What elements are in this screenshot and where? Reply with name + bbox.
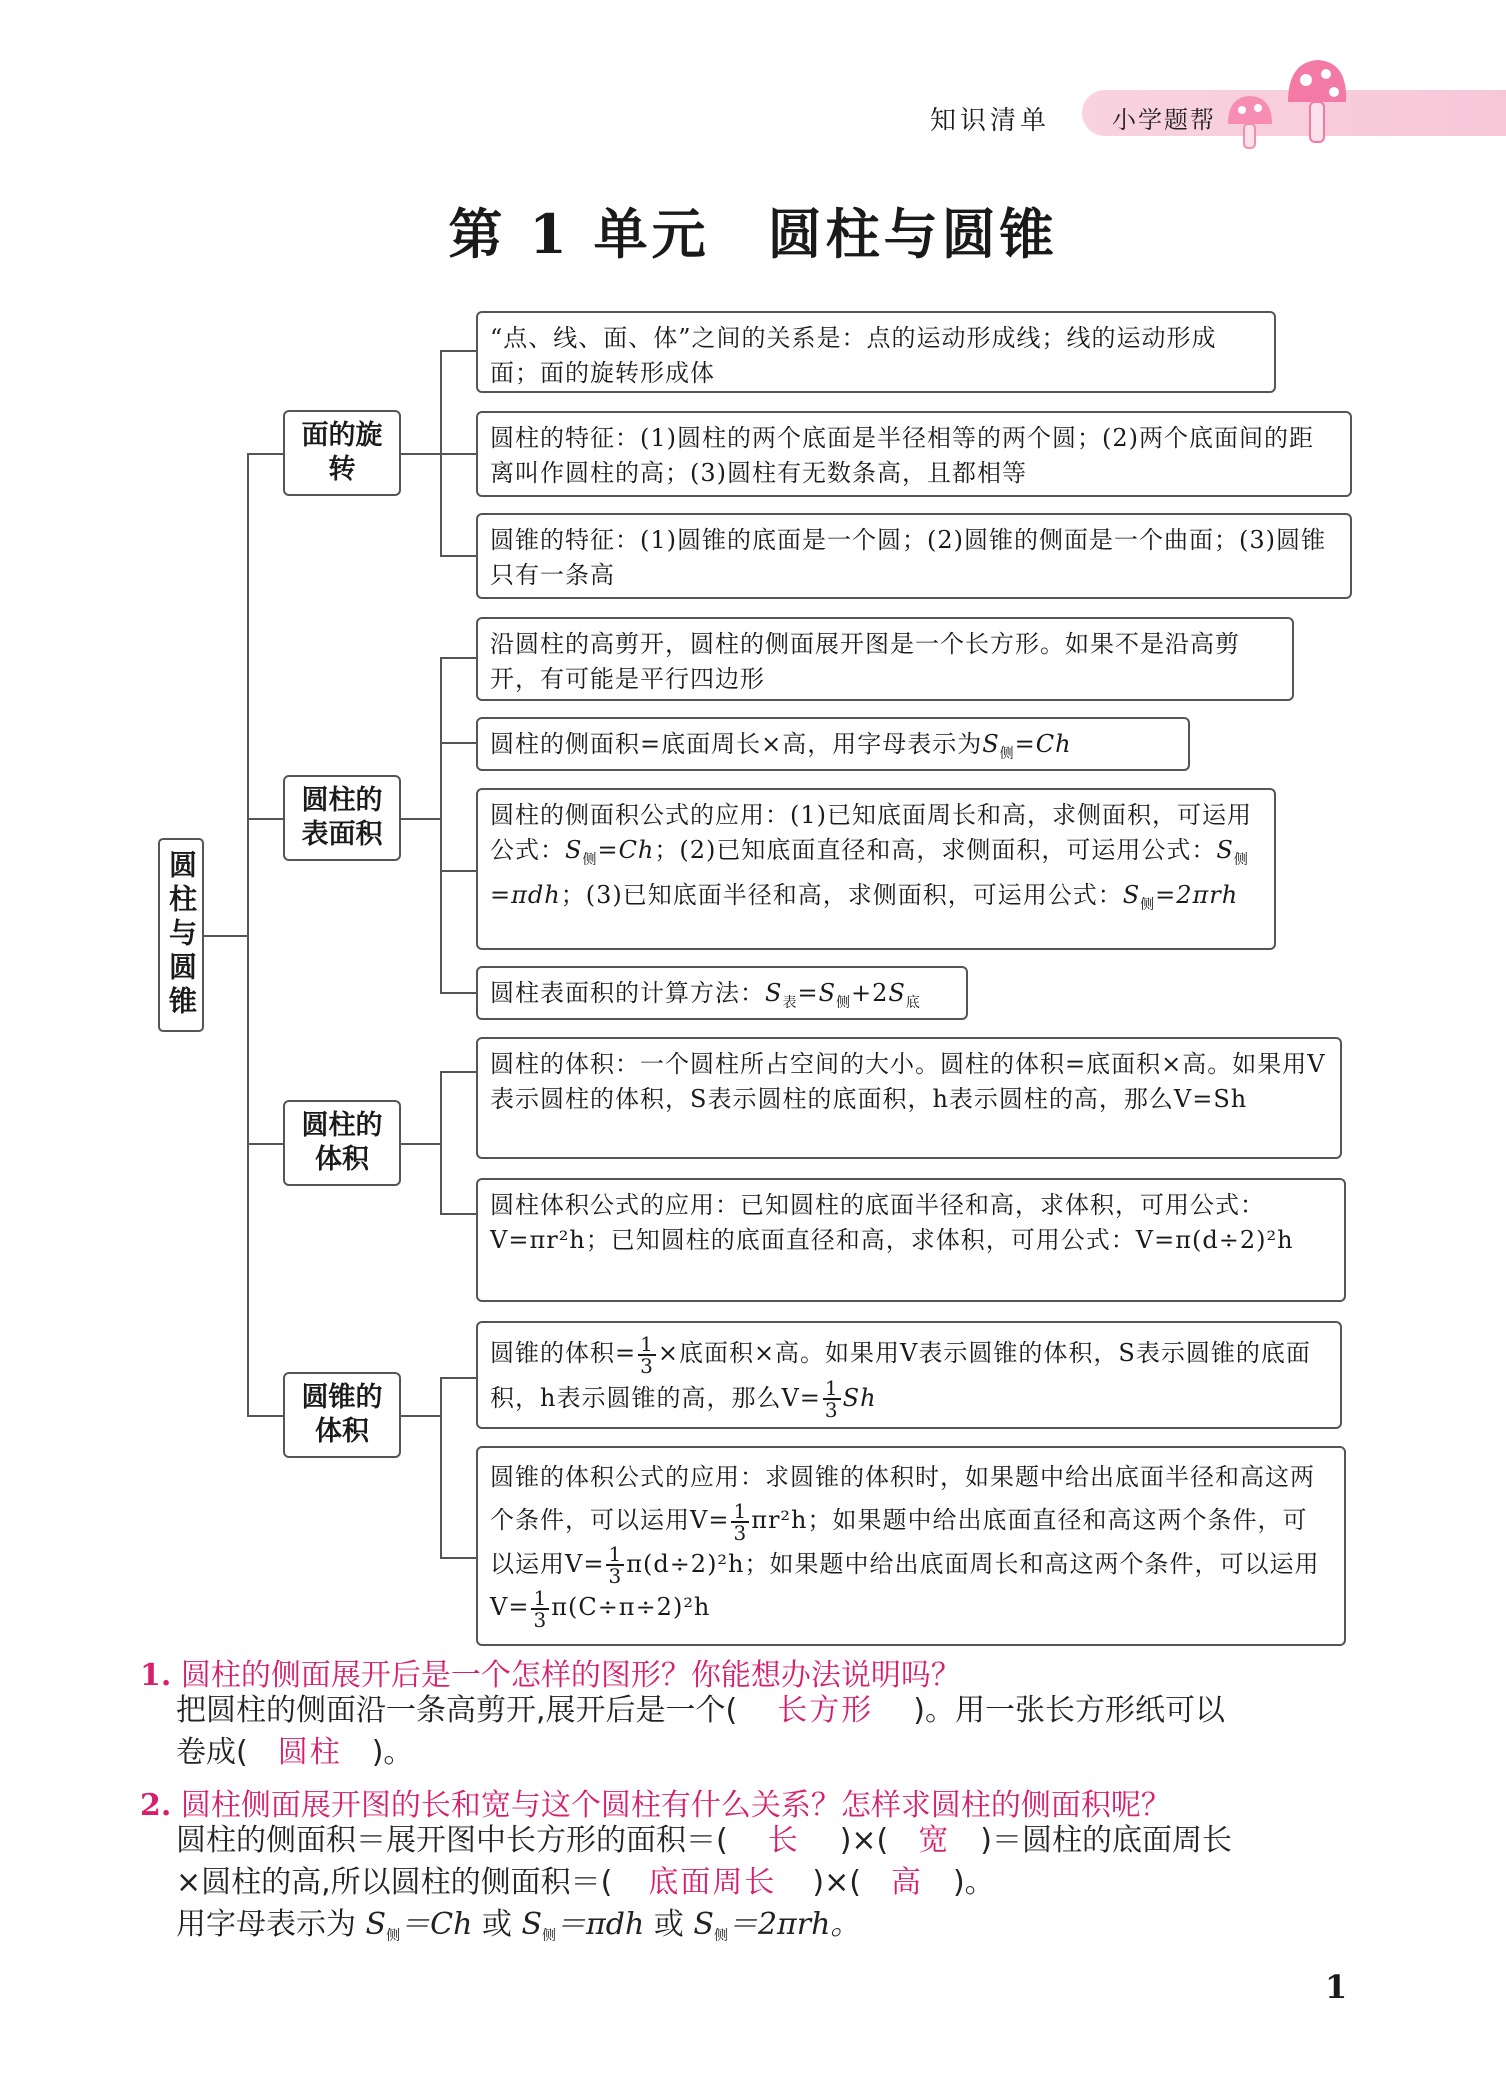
mindmap-root: 圆柱与圆锥: [158, 838, 204, 1032]
connector: [440, 350, 476, 352]
connector: [247, 818, 283, 820]
leaf-cone-volume-definition: 圆锥的体积= $\frac{1}{3}$ ×底面积×高。如果用V表示圆锥的体积，S表示圆锥的底面积，h表示圆锥的高，那么V= $\frac{1}{3}$ Sh: [476, 1321, 1342, 1429]
connector: [440, 992, 476, 994]
section-label: 知识清单: [930, 106, 1051, 136]
connector: [440, 1213, 476, 1215]
brand-label: 小学题帮: [1112, 106, 1216, 134]
answer-fill: 圆柱: [277, 1735, 342, 1770]
leaf-lateral-unfold: 沿圆柱的高剪开，圆柱的侧面展开图是一个长方形。如果不是沿高剪开，有可能是平行四边形: [476, 617, 1294, 701]
leaf-cylinder-volume-definition: 圆柱的体积：一个圆柱所占空间的大小。圆柱的体积=底面积×高。如果用V表示圆柱的体积，S表示圆柱的底面积，h表示圆柱的高，那么V=Sh: [476, 1037, 1342, 1159]
answer-1-line-1: 把圆柱的侧面沿一条高剪开,展开后是一个( 长方形 )。用一张长方形纸可以: [176, 1693, 1225, 1728]
answer-fill: 宽: [918, 1823, 951, 1858]
connector: [247, 453, 249, 1417]
connector: [440, 657, 476, 659]
leaf-cylinder-features: 圆柱的特征：(1)圆柱的两个底面是半径相等的两个圆；(2)两个底面间的距离叫作圆柱的高；(3)圆柱有无数条高，且都相等: [476, 411, 1352, 497]
connector: [440, 453, 476, 455]
connector: [440, 657, 442, 993]
connector: [401, 453, 441, 455]
leaf-point-line-surface: “点、线、面、体”之间的关系是：点的运动形成线；线的运动形成面；面的旋转形成体: [476, 311, 1276, 393]
category-cylinder-surface-area: 圆柱的表面积: [283, 775, 401, 861]
question-1: 1. 圆柱的侧面展开后是一个怎样的图形？你能想办法说明吗？: [140, 1658, 961, 1693]
connector: [247, 453, 283, 455]
page-number: 1: [1325, 1968, 1348, 2006]
connector: [401, 818, 441, 820]
answer-fill: 高: [890, 1865, 923, 1900]
leaf-lateral-area-formula: 圆柱的侧面积=底面周长×高，用字母表示为$S_侧=Ch$: [476, 717, 1190, 771]
answer-2-line-2: ×圆柱的高,所以圆柱的侧面积＝( 底面周长 )×( 高 )。: [176, 1865, 995, 1900]
fraction-one-third: $\frac{1}{3}$: [733, 1498, 748, 1545]
answer-2-line-1: 圆柱的侧面积＝展开图中长方形的面积＝( 长 )×( 宽 )＝圆柱的底面周长: [176, 1823, 1232, 1858]
leaf-cone-features: 圆锥的特征：(1)圆锥的底面是一个圆；(2)圆锥的侧面是一个曲面；(3)圆锥只有一条高: [476, 513, 1352, 599]
fraction-one-third: $\frac{1}{3}$: [640, 1331, 654, 1378]
answer-fill: 长: [767, 1823, 800, 1858]
page-title: 第 1 单元 圆柱与圆锥: [448, 202, 1058, 266]
connector: [401, 1143, 441, 1145]
question-2: 2. 圆柱侧面展开图的长和宽与这个圆柱有什么关系？怎样求圆柱的侧面积呢？: [140, 1788, 1171, 1823]
fraction-one-third: $\frac{1}{3}$: [824, 1376, 839, 1422]
connector: [440, 1557, 476, 1559]
leaf-cylinder-volume-application: 圆柱体积公式的应用：已知圆柱的底面半径和高，求体积，可用公式：V=πr²h；已知圆柱的底面直径和高，求体积，可用公式：V=π(d÷2)²h: [476, 1178, 1346, 1302]
connector: [440, 555, 476, 557]
connector: [440, 870, 476, 872]
fraction-one-third: $\frac{1}{3}$: [533, 1585, 548, 1632]
category-cone-volume: 圆锥的体积: [283, 1372, 401, 1458]
connector: [401, 1415, 441, 1417]
fraction-one-third: $\frac{1}{3}$: [608, 1542, 623, 1588]
connector: [440, 1377, 476, 1379]
connector: [440, 1377, 442, 1558]
answer-fill: 底面周长: [648, 1865, 777, 1900]
category-cylinder-volume: 圆柱的体积: [283, 1100, 401, 1186]
leaf-lateral-area-application: 圆柱的侧面积公式的应用：(1)已知底面周长和高，求侧面积，可运用公式：$S_侧=Ch$；(2)已知底面直径和高，求侧面积，可运用公式：$S_侧=\pi dh$；(3)已知底面半径和高，求侧面积，可运用公式：$S_侧=2\pi rh$: [476, 788, 1276, 950]
leaf-cone-volume-application: 圆锥的体积公式的应用：求圆锥的体积时，如果题中给出底面半径和高这两个条件，可以运用V= $\frac{1}{3}$ πr²h；如果题中给出底面直径和高这两个条件，可以运用V= $\frac{1}{3}$ π(d÷2)²h；如果题中给出底面周长和高这两个条件，可以运用V= $\frac{1}{3}$ π(C÷π÷2)²h: [476, 1446, 1346, 1646]
connector: [247, 1143, 283, 1145]
connector: [440, 742, 476, 744]
connector: [247, 1415, 283, 1417]
connector: [204, 935, 248, 937]
category-face-rotation: 面的旋转: [283, 410, 401, 496]
answer-2-line-3: 用字母表示为 $S_侧=Ch$ 或 $S_侧=\pi dh$ 或 $S_侧=2\pi rh$。: [176, 1907, 861, 1944]
answer-fill: 长方形: [777, 1693, 874, 1728]
connector: [440, 1071, 476, 1073]
answer-1-line-2: 卷成( 圆柱 )。: [176, 1735, 414, 1770]
leaf-surface-area-method: 圆柱表面积的计算方法：$S_表=S_侧+2S_底$: [476, 966, 968, 1020]
connector: [440, 1071, 442, 1215]
mushroom-icon: [1218, 52, 1348, 152]
